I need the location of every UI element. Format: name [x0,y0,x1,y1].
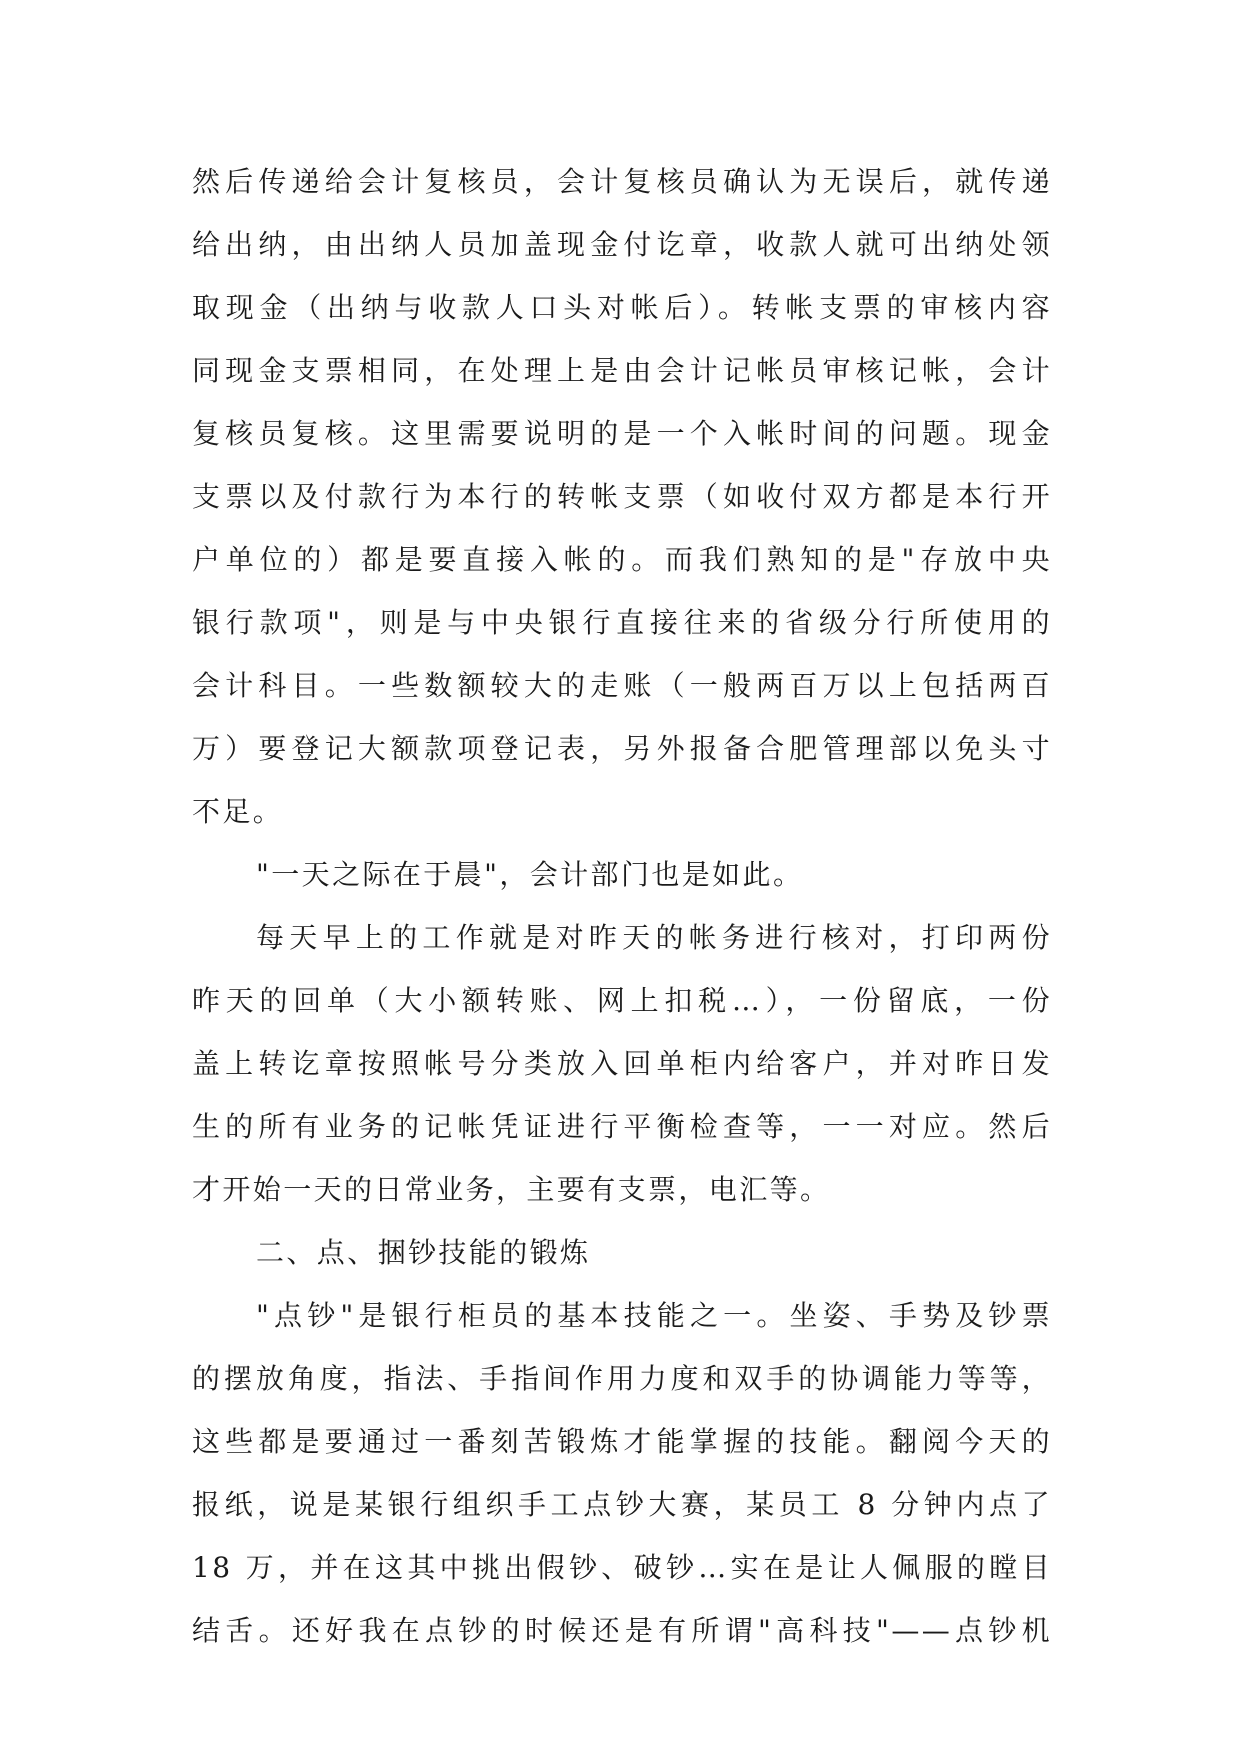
text-line: 18 万，并在这其中挑出假钞、破钞…实在是让人佩服的瞠目 [192,1551,1052,1584]
text-line: 报纸，说是某银行组织手工点钞大赛，某员工 8 分钟内点了 [192,1488,1052,1521]
text-line: 会计科目。一些数额较大的走账（一般两百万以上包括两百 [192,669,1052,702]
text-line: 同现金支票相同，在处理上是由会计记帐员审核记帐，会计 [192,354,1052,387]
text-line: 万）要登记大额款项登记表，另外报备合肥管理部以免头寸 [192,732,1052,765]
text-line: 生的所有业务的记帐凭证进行平衡检查等，一一对应。然后 [192,1110,1052,1143]
text-line: 不足。 [192,795,284,828]
text-line: 户单位的）都是要直接入帐的。而我们熟知的是"存放中央 [192,543,1052,576]
text-line: "点钞"是银行柜员的基本技能之一。坐姿、手势及钞票 [256,1299,1052,1332]
text-line: 结舌。还好我在点钞的时候还是有所谓"高科技"——点钞机 [192,1614,1052,1647]
text-line: 的摆放角度，指法、手指间作用力度和双手的协调能力等等， [192,1362,1052,1395]
text-line: 银行款项"，则是与中央银行直接往来的省级分行所使用的 [192,606,1052,639]
text-line: 才开始一天的日常业务，主要有支票，电汇等。 [192,1173,831,1206]
text-line: 昨天的回单（大小额转账、网上扣税…），一份留底，一份 [192,984,1052,1017]
body-text [192,150,1052,1662]
text-line: 盖上转讫章按照帐号分类放入回单柜内给客户，并对昨日发 [192,1047,1052,1080]
text-line: 给出纳，由出纳人员加盖现金付讫章，收款人就可出纳处领 [192,228,1052,261]
text-line: 然后传递给会计复核员，会计复核员确认为无误后，就传递 [192,165,1052,198]
text-line: 支票以及付款行为本行的转帐支票（如收付双方都是本行开 [192,480,1052,513]
text-line: "一天之际在于晨"，会计部门也是如此。 [256,858,804,891]
section-heading: 二、点、捆钞技能的锻炼 [256,1236,591,1269]
text-line: 复核员复核。这里需要说明的是一个入帐时间的问题。现金 [192,417,1052,450]
text-line: 每天早上的工作就是对昨天的帐务进行核对，打印两份 [256,921,1052,954]
text-line: 取现金（出纳与收款人口头对帐后）。转帐支票的审核内容 [192,291,1052,324]
text-line: 这些都是要通过一番刻苦锻炼才能掌握的技能。翻阅今天的 [192,1425,1052,1458]
